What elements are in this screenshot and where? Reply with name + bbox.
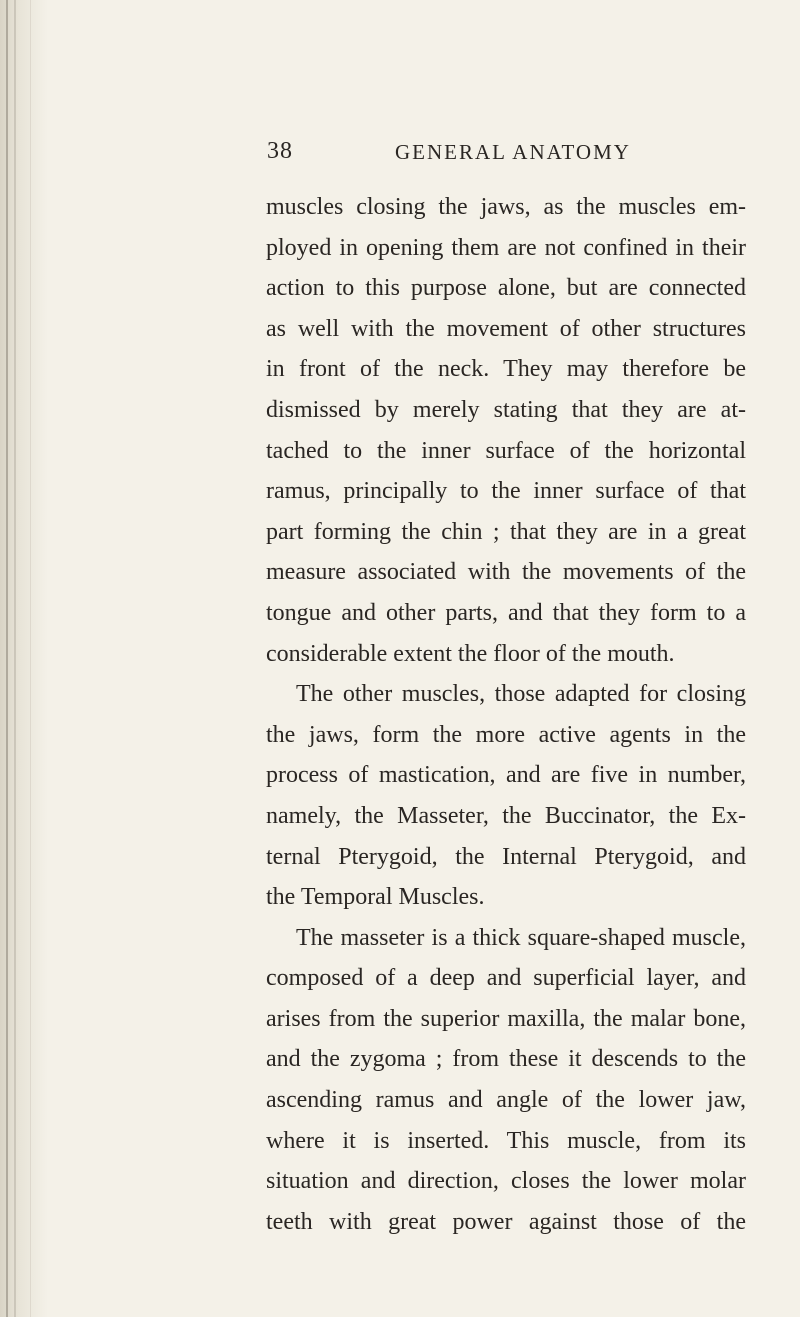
text-line: process of mastication, and are five in number, <box>266 762 746 789</box>
text-line: and the zygoma ; from these it descends to the <box>266 1046 746 1073</box>
text-line: arises from the superior maxilla, the malar bone, <box>266 1005 746 1032</box>
text-line: as well with the movement of other structures <box>266 315 746 342</box>
page-gutter-shadow <box>0 0 48 1317</box>
paragraph-start-line: The masseter is a thick square-shaped muscle, <box>296 924 746 951</box>
text-line: situation and direction, closes the lower molar <box>266 1168 746 1195</box>
text-line: in front of the neck. They may therefore be <box>266 356 746 383</box>
text-line: considerable extent the floor of the mouth. <box>266 640 675 667</box>
text-line: the jaws, form the more active agents in the <box>266 721 746 748</box>
text-line: part forming the chin ; that they are in a great <box>266 518 746 545</box>
binding-edge <box>14 0 16 1317</box>
paragraph-start-line: The other muscles, those adapted for closing <box>296 681 746 708</box>
text-line: namely, the Masseter, the Buccinator, the Ex- <box>266 802 746 829</box>
text-line: the Temporal Muscles. <box>266 884 485 911</box>
body-text <box>266 187 746 1242</box>
text-line: ramus, principally to the inner surface of that <box>266 478 746 505</box>
running-title: GENERAL ANATOMY <box>395 140 631 164</box>
text-line: dismissed by merely stating that they are at- <box>266 396 746 423</box>
text-line: ternal Pterygoid, the Internal Pterygoid, and <box>266 843 746 870</box>
binding-edge <box>30 0 31 1317</box>
running-head <box>267 136 747 166</box>
text-line: teeth with great power against those of the <box>266 1208 746 1235</box>
text-line: muscles closing the jaws, as the muscles em- <box>266 194 746 220</box>
text-line: composed of a deep and superficial layer, and <box>266 965 746 992</box>
text-line: measure associated with the movements of the <box>266 559 746 586</box>
text-line: action to this purpose alone, but are connected <box>266 275 746 302</box>
text-line: ascending ramus and angle of the lower jaw, <box>266 1087 746 1114</box>
text-line: ployed in opening them are not confined in their <box>266 234 746 261</box>
text-line: tongue and other parts, and that they form to a <box>266 599 746 626</box>
page-number: 38 <box>267 138 293 164</box>
text-line: where it is inserted. This muscle, from its <box>266 1127 746 1154</box>
text-line: tached to the inner surface of the horizontal <box>266 437 746 464</box>
binding-edge <box>6 0 8 1317</box>
